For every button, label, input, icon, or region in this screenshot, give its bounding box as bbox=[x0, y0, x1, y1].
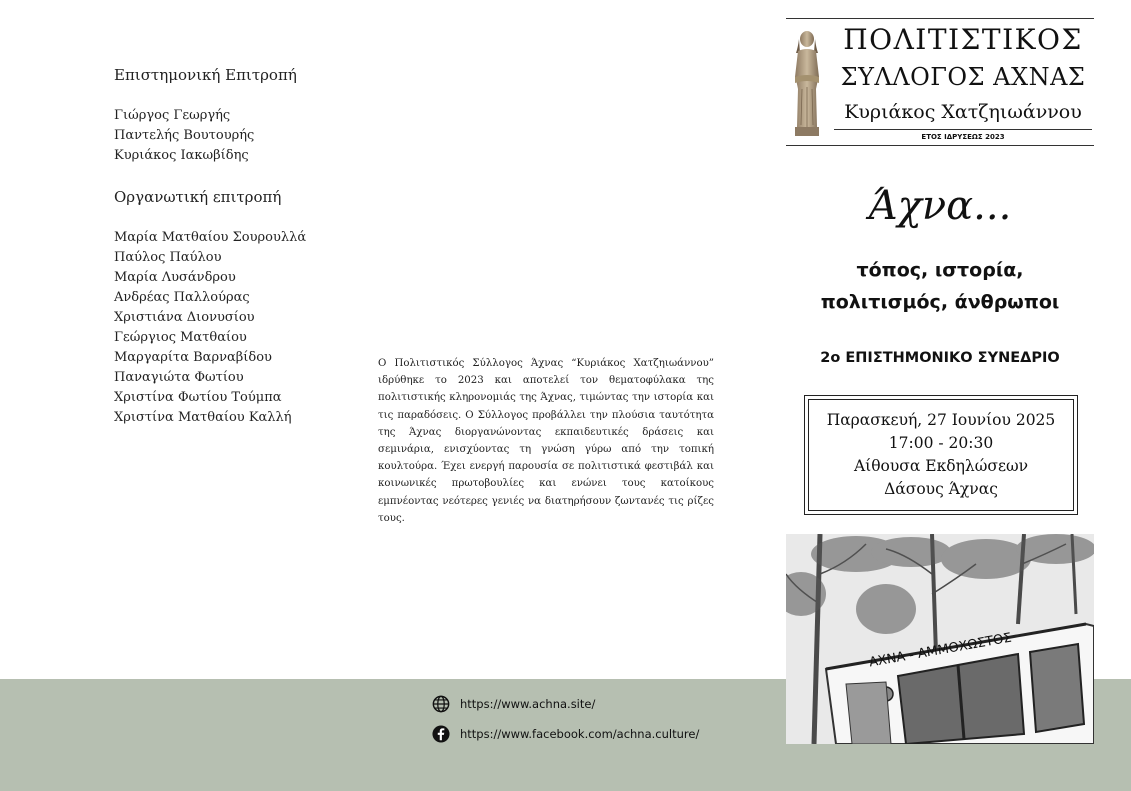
committee-member: Χριστιάνα Διονυσίου bbox=[114, 310, 255, 325]
event-title: Άχνα... bbox=[868, 183, 1012, 229]
committee-member: Ανδρέας Παλλούρας bbox=[114, 290, 250, 305]
event-subtitle bbox=[786, 254, 1094, 318]
logo-line-3: Κυριάκος Χατζηιωάννου bbox=[844, 101, 1082, 123]
website-link-row[interactable] bbox=[432, 694, 699, 714]
committee-member: Κυριάκος Ιακωβίδης bbox=[114, 148, 249, 163]
committee-member: Χριστίνα Ματθαίου Καλλή bbox=[114, 410, 292, 425]
facebook-link[interactable]: https://www.facebook.com/achna.culture/ bbox=[460, 727, 700, 741]
committee-member: Μαργαρίτα Βαρναβίδου bbox=[114, 350, 272, 365]
committee-member: Μαρία Λυσάνδρου bbox=[114, 270, 236, 285]
committee-member: Παναγιώτα Φωτίου bbox=[114, 370, 244, 385]
kore-statue-image bbox=[786, 27, 828, 139]
about-paragraph: Ο Πολιτιστικός Σύλλογος Άχνας “Κυριάκος Χατζηιωάννου” ιδρύθηκε το 2023 και αποτελεί τον θεματοφύλακα της πολιτιστικής κληρονομιάς της Άχνας, τιμώντας την ιστορία και τις παραδόσεις. Ο Σύλλογος προβάλλει την πλούσια ταυτότητα της Άχνας διοργανώνοντας εκπαιδευτικές δράσεις και σεμινάρια, ενισχύοντας τη γνώση γύρω από την τοπική κουλτούρα. Έχει ενεργή παρουσία σε πολιτιστικά φεστιβάλ και κοινωνικές πρωτοβουλίες και ενώνει τους κατοίκους εμπνέοντας νεότερες γενιές να διατηρήσουν ζωντανές τις ρίζες τους. bbox=[378, 358, 714, 524]
scientific-committee-title: Επιστημονική Επιτροπή bbox=[114, 66, 297, 84]
bus-photo bbox=[786, 534, 1094, 744]
bus-sign bbox=[786, 534, 1094, 744]
scientific-committee-list bbox=[114, 106, 404, 166]
organizing-committee-title: Οργανωτική επιτροπή bbox=[114, 188, 282, 206]
logo-line-1: ΠΟΛΙΤΙΣΤΙΚΟΣ bbox=[843, 23, 1083, 56]
event-date: Παρασκευή, 27 Ιουνίου 2025 bbox=[826, 411, 1056, 429]
event-subtitle-line-2: πολιτισμός, άνθρωποι bbox=[820, 291, 1060, 313]
event-details-box bbox=[804, 395, 1078, 515]
contact-links bbox=[432, 694, 699, 754]
association-logo bbox=[786, 18, 1094, 146]
committee-member: Χριστίνα Φωτίου Τούμπα bbox=[114, 390, 282, 405]
website-link[interactable]: https://www.achna.site/ bbox=[460, 697, 596, 711]
committee-member: Γιώργος Γεωργής bbox=[114, 108, 231, 123]
bus-sign-text: ΑΧΝΑ - ΑΜΜΟΧΩΣΤΟΣ bbox=[867, 630, 1013, 671]
globe-icon bbox=[432, 695, 450, 713]
logo-line-2: ΣΥΛΛΟΓΟΣ ΑΧΝΑΣ bbox=[840, 63, 1086, 91]
facebook-icon bbox=[432, 725, 450, 743]
event-subtitle-line-1: τόπος, ιστορία, bbox=[856, 259, 1024, 281]
committee-member: Γεώργιος Ματθαίου bbox=[114, 330, 247, 345]
facebook-link-row[interactable] bbox=[432, 724, 699, 744]
event-venue-line-2: Δάσους Άχνας bbox=[884, 480, 998, 498]
congress-label: 2ο ΕΠΙΣΤΗΜΟΝΙΚΟ ΣΥΝΕΔΡΙΟ bbox=[820, 350, 1060, 366]
event-venue-line-1: Αίθουσα Εκδηλώσεων bbox=[853, 457, 1029, 475]
logo-divider bbox=[834, 129, 1092, 130]
event-details-inner bbox=[808, 399, 1074, 511]
committees-column bbox=[114, 66, 404, 428]
organizing-committee-list bbox=[114, 228, 404, 428]
committee-member: Μαρία Ματθαίου Σουρουλλά bbox=[114, 230, 307, 245]
committee-member: Παύλος Παύλου bbox=[114, 250, 222, 265]
event-time: 17:00 - 20:30 bbox=[888, 434, 994, 452]
committee-member: Παντελής Βουτουρής bbox=[114, 128, 255, 143]
logo-founded: ΕΤΟΣ ΙΔΡΥΣΕΩΣ 2023 bbox=[921, 133, 1005, 141]
